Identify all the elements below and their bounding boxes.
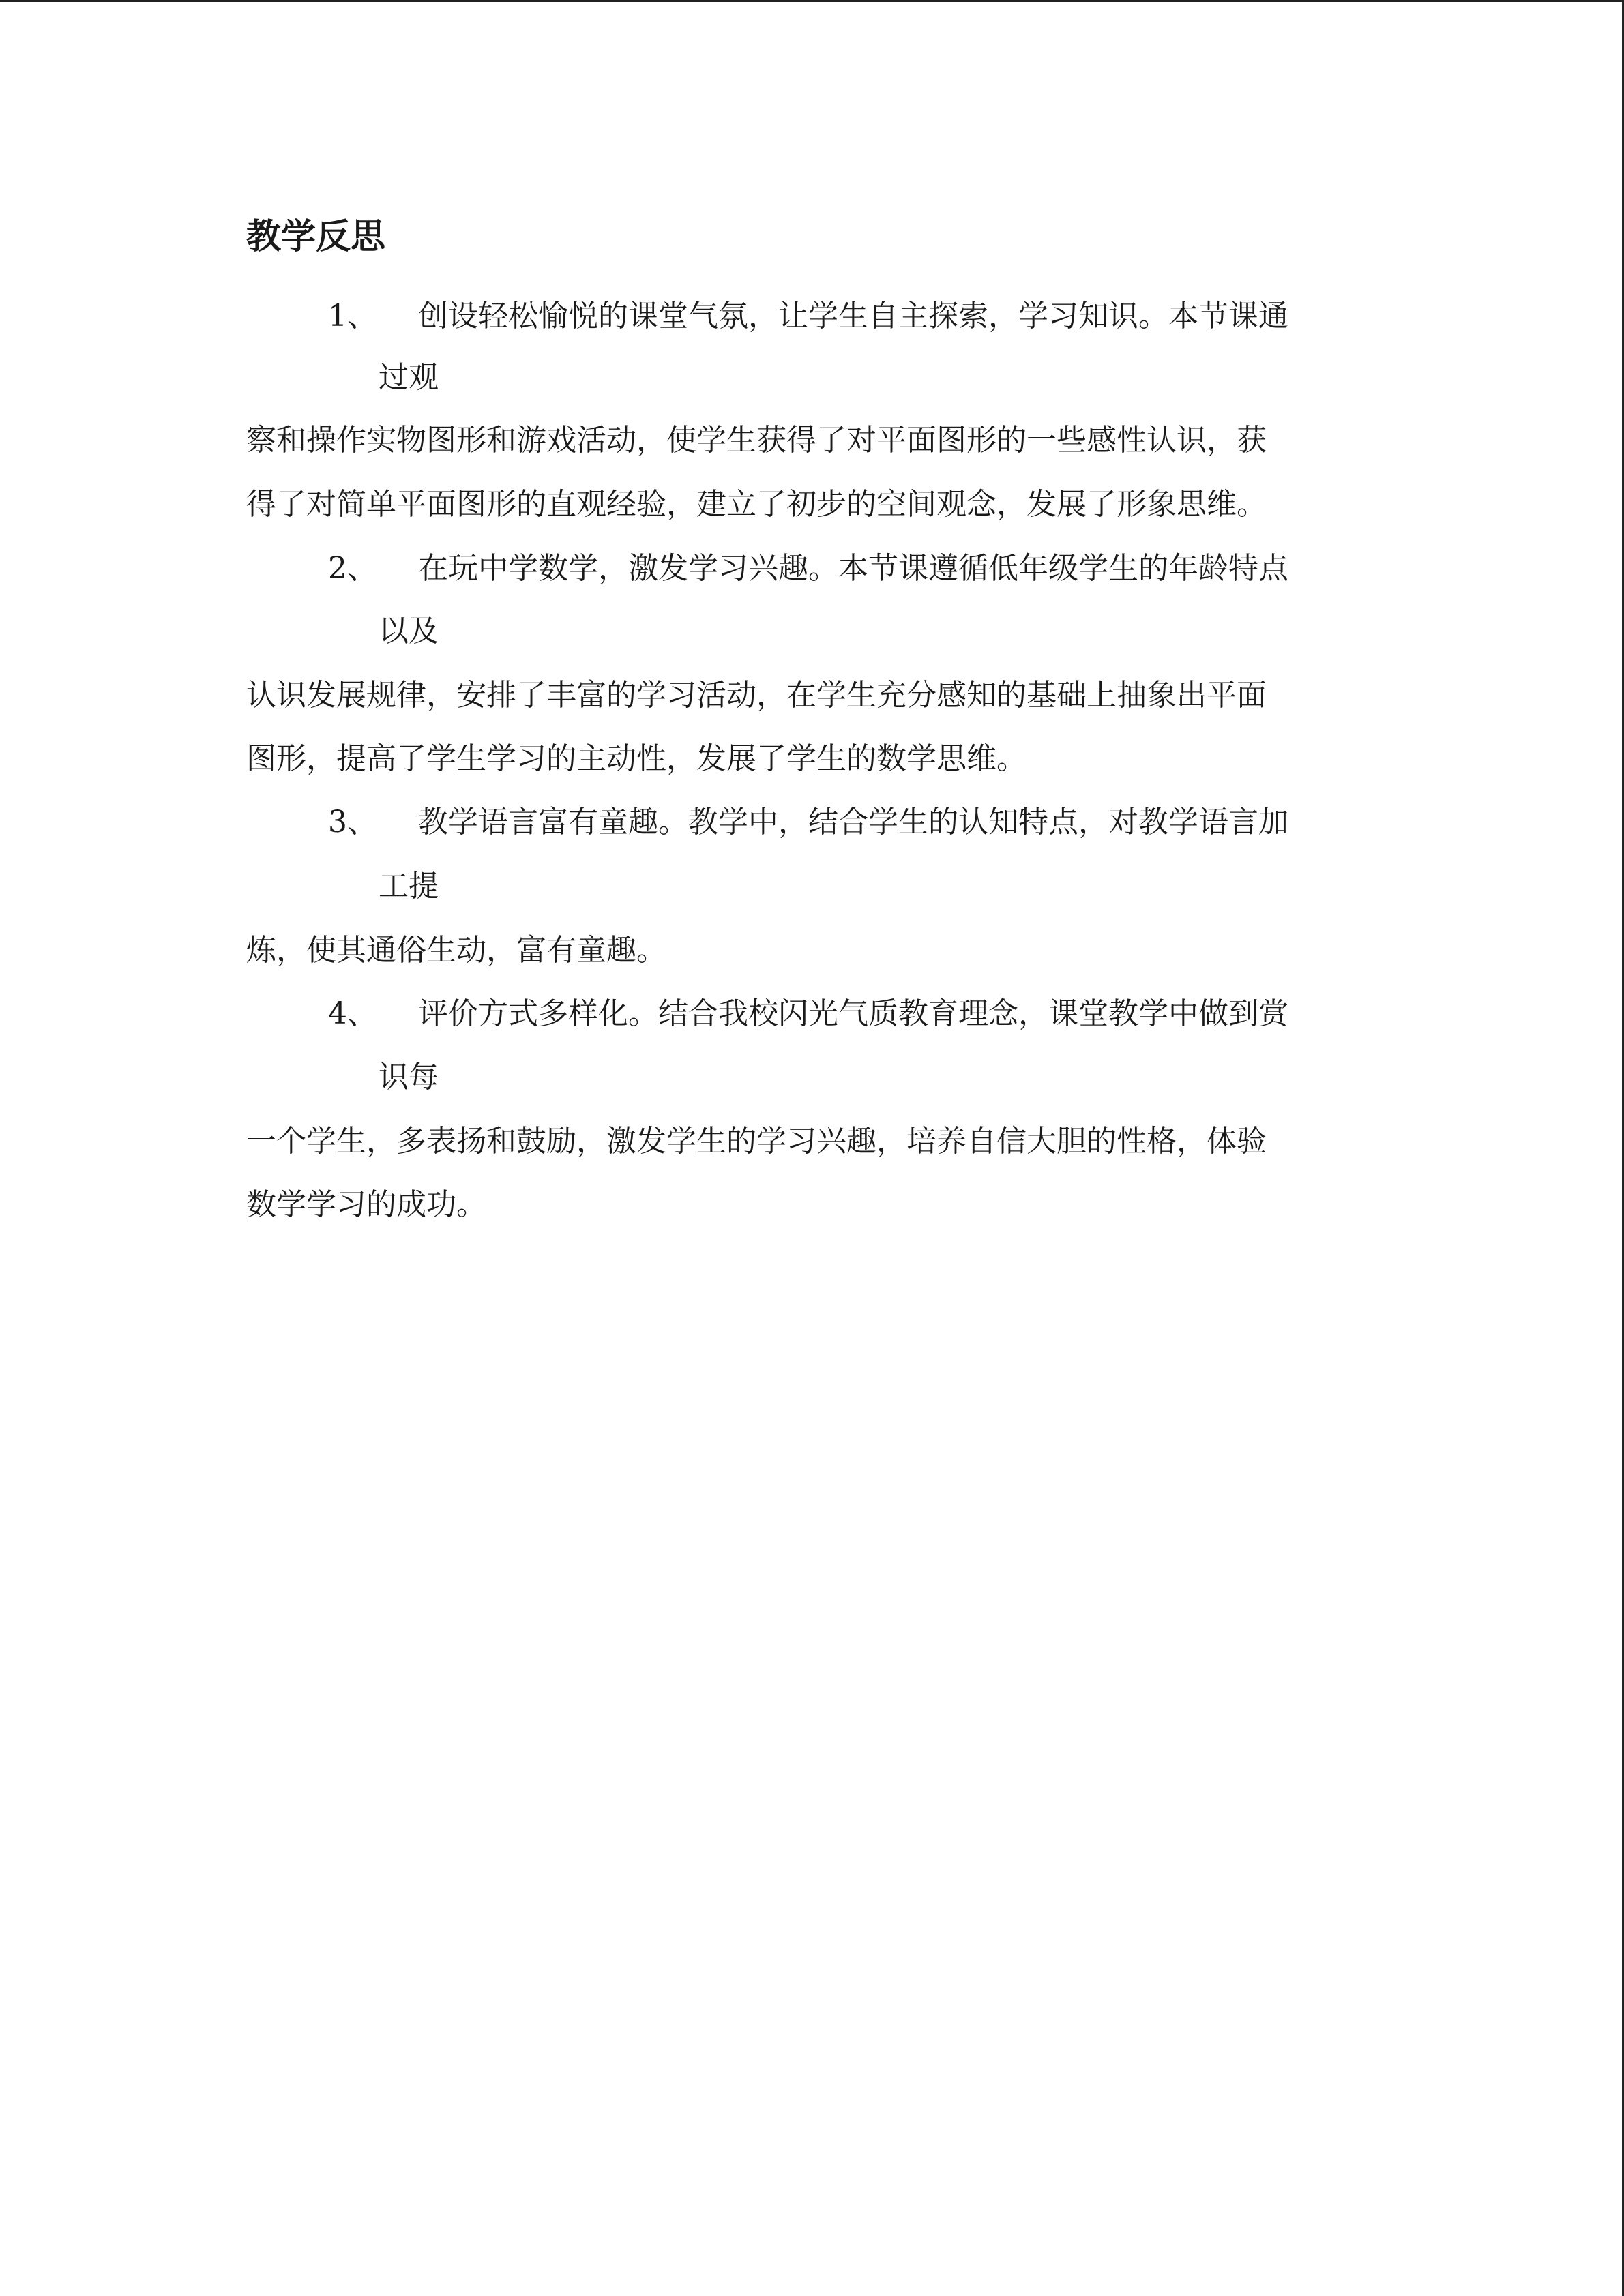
item-3-wrap-line: 工提 bbox=[379, 869, 439, 904]
item-4-lead-line: 评价方式多样化。结合我校闪光气质教育理念，课堂教学中做到赏 bbox=[418, 996, 1288, 1031]
item-2-number: 2、 bbox=[328, 551, 377, 586]
page-top-border bbox=[0, 0, 1624, 2]
item-4-wrap-line: 识每 bbox=[379, 1060, 439, 1094]
item-4-number: 4、 bbox=[328, 996, 377, 1031]
item-1-body-line-1: 察和操作实物图形和游戏活动，使学生获得了对平面图形的一些感性认识，获 bbox=[246, 423, 1267, 458]
page-title: 教学反思 bbox=[246, 217, 386, 257]
item-2-wrap-line: 以及 bbox=[379, 614, 439, 648]
item-2-lead-line: 在玩中学数学，激发学习兴趣。本节课遵循低年级学生的年龄特点 bbox=[418, 551, 1288, 586]
item-1-lead-line: 创设轻松愉悦的课堂气氛，让学生自主探索，学习知识。本节课通 bbox=[418, 299, 1288, 333]
item-3-lead-line: 教学语言富有童趣。教学中，结合学生的认知特点，对教学语言加 bbox=[418, 805, 1288, 839]
item-4-body-line-1: 一个学生，多表扬和鼓励，激发学生的学习兴趣，培养自信大胆的性格，体验 bbox=[246, 1124, 1267, 1159]
item-2-body-line-1: 认识发展规律，安排了丰富的学习活动，在学生充分感知的基础上抽象出平面 bbox=[246, 678, 1267, 713]
item-3-body-line-1: 炼，使其通俗生动，富有童趣。 bbox=[246, 933, 666, 968]
item-2-body-line-2: 图形，提高了学生学习的主动性，发展了学生的数学思维。 bbox=[246, 741, 1027, 776]
item-3-number: 3、 bbox=[328, 805, 377, 839]
item-4-body-line-2: 数学学习的成功。 bbox=[246, 1187, 486, 1222]
item-1-number: 1、 bbox=[328, 299, 377, 333]
item-1-wrap-line: 过观 bbox=[379, 360, 439, 395]
item-1-body-line-2: 得了对简单平面图形的直观经验，建立了初步的空间观念，发展了形象思维。 bbox=[246, 487, 1267, 522]
